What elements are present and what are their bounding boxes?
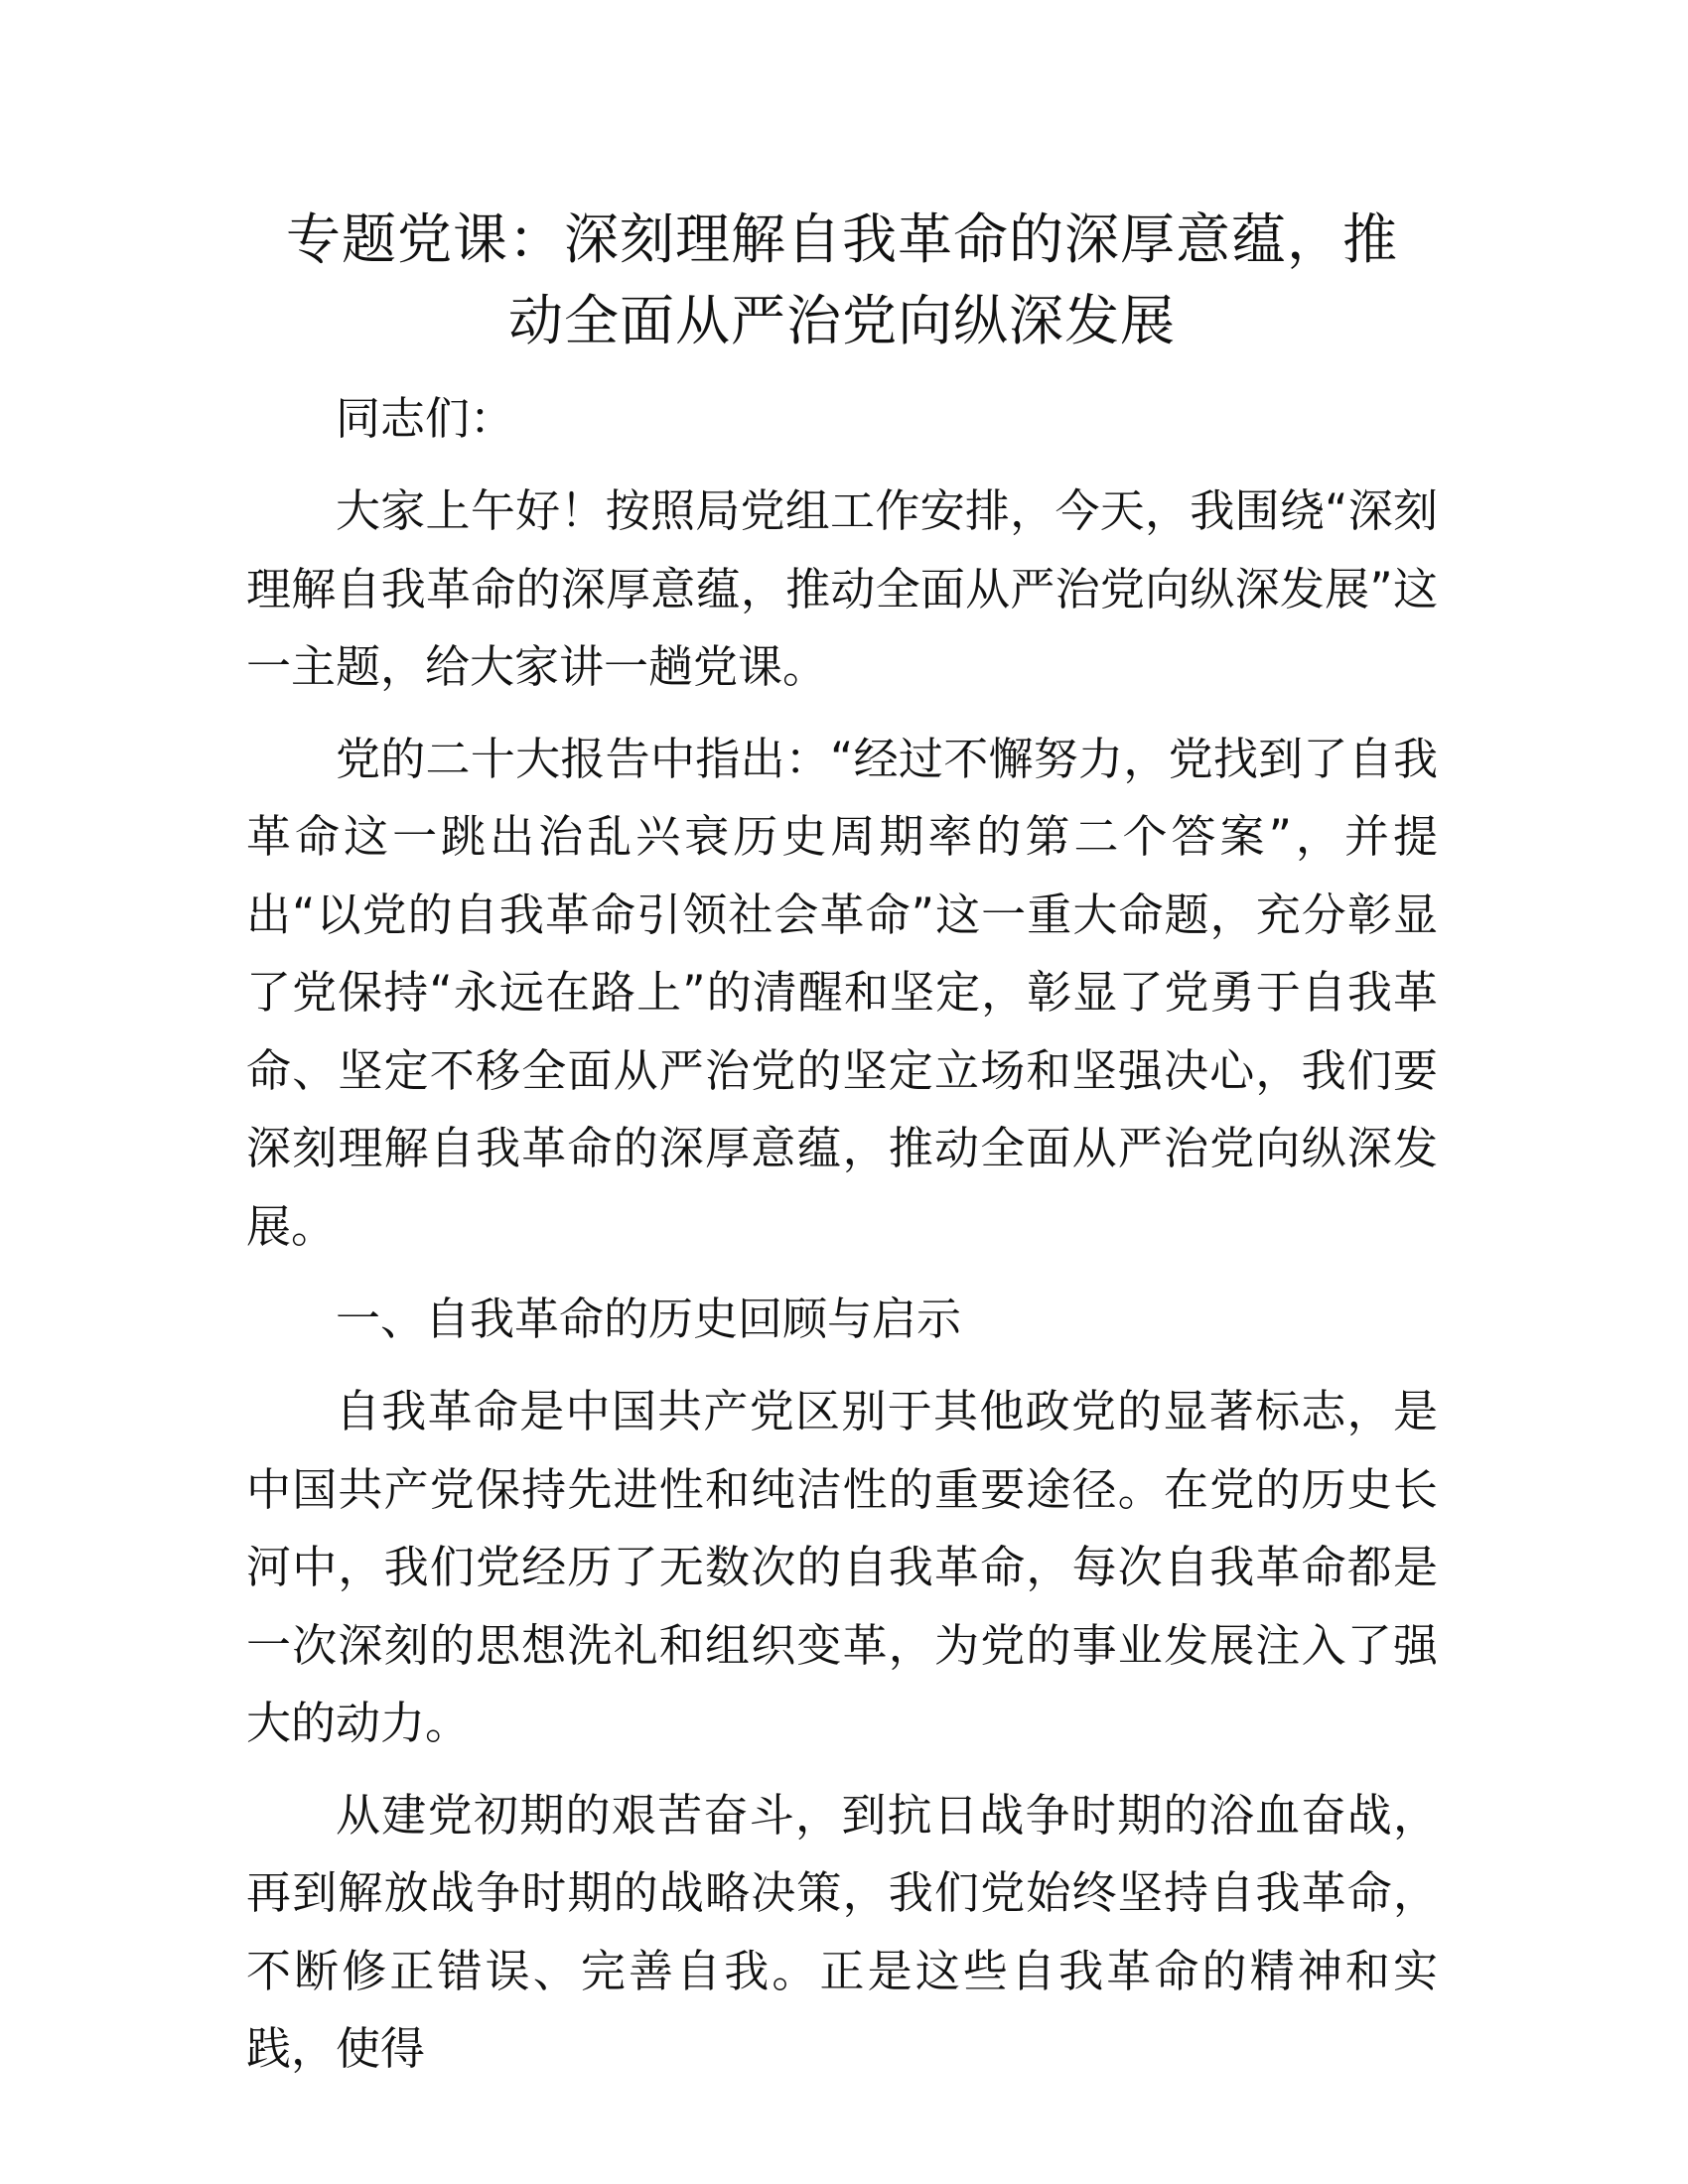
report-quote-paragraph: 党的二十大报告中指出：“经过不懈努力，党找到了自我革命这一跳出治乱兴衰历史周期率的第二个答案”，并提出“以党的自我革命引领社会革命”这一重大命题，充分彰显了党保持“永远在路上”的清醒和坚定，彰显了党勇于自我革命、坚定不移全面从严治党的坚定立场和坚强决心，我们要深刻理解自我革命的深厚意蕴，推动全面从严治党向纵深发展。 bbox=[246, 732, 1438, 1253]
section-1-paragraph-2: 从建党初期的艰苦奋斗，到抗日战争时期的浴血奋战，再到解放战争时期的战略决策，我们党始终坚持自我革命，不断修正错误、完善自我。正是这些自我革命的精神和实践，使得 bbox=[246, 1788, 1438, 2075]
title-line-1: 专题党课：深刻理解自我革命的深厚意蕴，推 bbox=[285, 207, 1398, 271]
intro-paragraph: 大家上午好！按照局党组工作安排，今天，我围绕“深刻理解自我革命的深厚意蕴，推动全面从严治党向纵深发展”这一主题，给大家讲一趟党课。 bbox=[246, 484, 1438, 693]
greeting: 同志们： bbox=[336, 392, 515, 445]
section-1-heading: 一、自我革命的历史回顾与启示 bbox=[336, 1293, 962, 1345]
section-1-paragraph-1: 自我革命是中国共产党区别于其他政党的显著标志，是中国共产党保持先进性和纯洁性的重要途径。在党的历史长河中，我们党经历了无数次的自我革命，每次自我革命都是一次深刻的思想洗礼和组织变革，为党的事业发展注入了强大的动力。 bbox=[246, 1385, 1438, 1749]
document-page bbox=[246, 199, 1438, 2089]
document-title bbox=[246, 199, 1438, 361]
title-line-2: 动全面从严治党向纵深发展 bbox=[507, 289, 1176, 352]
